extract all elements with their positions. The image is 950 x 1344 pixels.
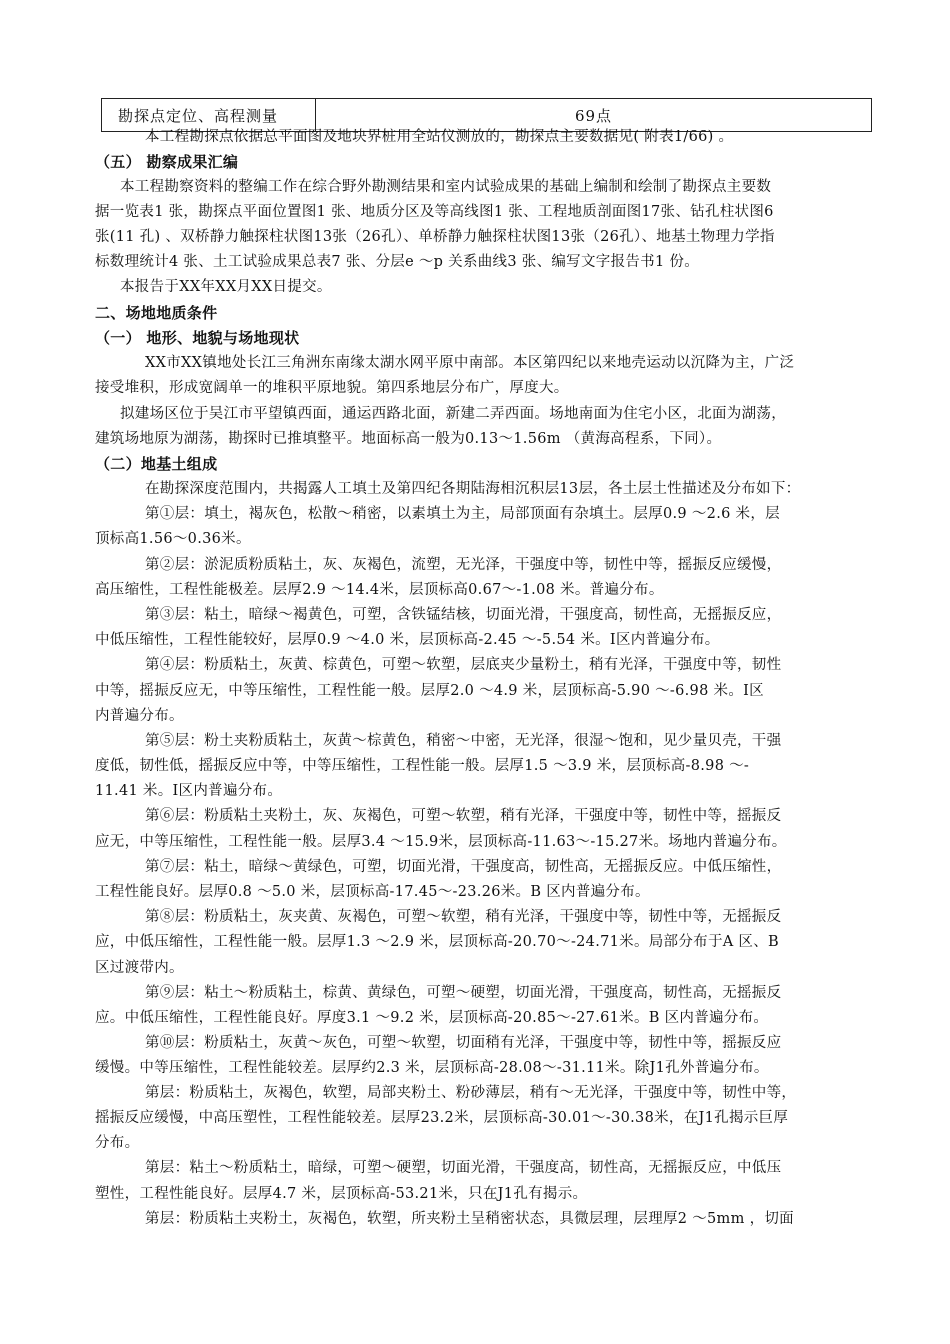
paragraph-line: 第⑤层：粉土夹粉质粘土，灰黄～棕黄色，稍密～中密，无光泽，很湿～饱和，见少量贝壳，干强 [145,733,782,749]
paragraph-line: 应。中低压缩性，工程性能良好。厚度3.1 ～9.2 米，层顶标高-20.85～-27.61米。B 区内普遍分布。 [95,1010,769,1026]
paragraph-line: 本工程勘探点依据总平面图及地块界桩用全站仪测放的，勘探点主要数据见( 附表1/66) 。 [145,129,734,145]
paragraph-line: 缓慢。中等压缩性，工程性能较差。层厚约2.3 米，层顶标高-28.08～-31.11米。除J1孔外普遍分布。 [95,1060,769,1076]
paragraph-line: 度低，韧性低，摇振反应中等，中等压缩性，工程性能一般。层厚1.5 ～3.9 米，层顶标高-8.98 ～- [95,758,750,774]
section-heading: （五） 勘察成果汇编 [95,153,239,171]
paragraph-line: 第③层：粘土，暗绿～褐黄色，可塑，含铁锰结核，切面光滑，干强度高，韧性高，无摇振反应， [145,607,782,623]
paragraph-line: 拟建场区位于吴江市平望镇西面，通运西路北面，新建二弄西面。场地南面为住宅小区，北面为湖荡， [120,406,786,422]
paragraph-line: 标数理统计4 张、土工试验成果总表7 张、分层e ～p 关系曲线3 张、编写文字报告书1 份。 [95,254,700,270]
paragraph-line: 塑性，工程性能良好。层厚4.7 米，层顶标高-53.21米，只在J1孔有揭示。 [95,1186,588,1202]
table-cell-value: 69点 [316,99,872,132]
table-row [102,99,872,132]
paragraph-line: 第②层：淤泥质粉质粘土，灰、灰褐色，流塑，无光泽，干强度中等，韧性中等，摇振反应缓慢， [145,557,782,573]
section-heading: （二）地基土组成 [95,455,218,473]
table-cell-item: 勘探点定位、高程测量 [102,99,316,132]
paragraph-line: 中低压缩性，工程性能较好，层厚0.9 ～4.0 米，层顶标高-2.45 ～-5.54 米。Ⅰ区内普遍分布。 [95,632,720,648]
paragraph-line: 建筑场地原为湖荡，勘探时已推填整平。地面标高一般为0.13～1.56m （黄海高程系，下同）。 [95,431,722,447]
paragraph-line: 张(11 孔) 、双桥静力触探柱状图13张（26孔）、单桥静力触探柱状图13张（26孔）、地基土物理力学指 [95,229,775,245]
paragraph-line: 第层：粉质粘土，灰褐色，软塑，局部夹粉土、粉砂薄层，稍有～无光泽，干强度中等，韧性中等， [145,1085,797,1101]
paragraph-line: 摇振反应缓慢，中高压塑性，工程性能较差。层厚23.2米，层顶标高-30.01～-30.38米，在J1孔揭示巨厚 [95,1110,789,1126]
paragraph-line: 分布。 [95,1135,140,1151]
paragraph-line: 本报告于XX年XX月XX日提交。 [120,279,332,295]
paragraph-line: 内普遍分布。 [95,708,184,724]
paragraph-line: 第⑩层：粉质粘土，灰黄～灰色，可塑～软塑，切面稍有光泽，干强度中等，韧性中等，摇振反应 [145,1035,782,1051]
paragraph-line: XX市XX镇地处长江三角洲东南缘太湖水网平原中南部。本区第四纪以来地壳运动以沉降为主，广泛 [145,355,795,371]
paragraph-line: 在勘探深度范围内，共揭露人工填土及第四纪各期陆海相沉积层13层，各土层土性描述及分布如下： [145,481,801,497]
paragraph-line: 第④层：粉质粘土，灰黄、棕黄色，可塑～软塑，层底夹少量粉土，稍有光泽，干强度中等，韧性 [145,657,782,673]
paragraph-line: 第⑥层：粉质粘土夹粉土，灰、灰褐色，可塑～软塑，稍有光泽，干强度中等，韧性中等，摇振反 [145,808,782,824]
paragraph-line: 11.41 米。Ⅰ区内普遍分布。 [95,783,283,799]
paragraph-line: 高压缩性，工程性能极差。层厚2.9 ～14.4米，层顶标高0.67～-1.08 米。普遍分布。 [95,582,664,598]
paragraph-line: 第层：粉质粘土夹粉土，灰褐色，软塑，所夹粉土呈稍密状态，具微层理，层理厚2 ～5mm ，切面 [145,1211,794,1227]
paragraph-line: 应，中低压缩性，工程性能一般。层厚1.3 ～2.9 米，层顶标高-20.70～-24.71米。局部分布于A 区、B [95,934,779,950]
paragraph-line: 第⑨层：粘土～粉质粘土，棕黄、黄绿色，可塑～硬塑，切面光滑，干强度高，韧性高，无摇振反 [145,985,782,1001]
paragraph-line: 第层：粘土～粉质粘土，暗绿，可塑～硬塑，切面光滑，干强度高，韧性高，无摇振反应，中低压 [145,1160,782,1176]
survey-summary-table [101,98,872,132]
paragraph-line: 应无，中等压缩性，工程性能一般。层厚3.4 ～15.9米，层顶标高-11.63～-15.27米。场地内普遍分布。 [95,834,787,850]
paragraph-line: 第⑦层：粘土，暗绿～黄绿色，可塑，切面光滑，干强度高，韧性高，无摇振反应。中低压缩性， [145,859,782,875]
paragraph-line: 工程性能良好。层厚0.8 ～5.0 米，层顶标高-17.45～-23.26米。B 区内普遍分布。 [95,884,650,900]
paragraph-line: 本工程勘察资料的整编工作在综合野外勘测结果和室内试验成果的基础上编制和绘制了勘探点主要数 [120,179,772,195]
paragraph-line: 据一览表1 张，勘探点平面位置图1 张、地质分区及等高线图1 张、工程地质剖面图17张、钻孔柱状图6 [95,204,774,220]
paragraph-line: 第⑧层：粉质粘土，灰夹黄、灰褐色，可塑～软塑，稍有光泽，干强度中等，韧性中等，无摇振反 [145,909,782,925]
paragraph-line: 接受堆积，形成宽阔单一的堆积平原地貌。第四系地层分布广，厚度大。 [95,380,569,396]
paragraph-line: 中等，摇振反应无，中等压缩性，工程性能一般。层厚2.0 ～4.9 米，层顶标高-5.90 ～-6.98 米。Ⅰ区 [95,683,764,699]
section-heading: 二、场地地质条件 [95,304,218,322]
paragraph-line: 第①层：填土，褐灰色，松散～稍密，以素填土为主，局部顶面有杂填土。层厚0.9 ～2.6 米，层 [145,506,780,522]
section-heading: （一） 地形、地貌与场地现状 [95,329,300,347]
paragraph-line: 顶标高1.56～0.36米。 [95,531,251,547]
paragraph-line: 区过渡带内。 [95,960,184,976]
